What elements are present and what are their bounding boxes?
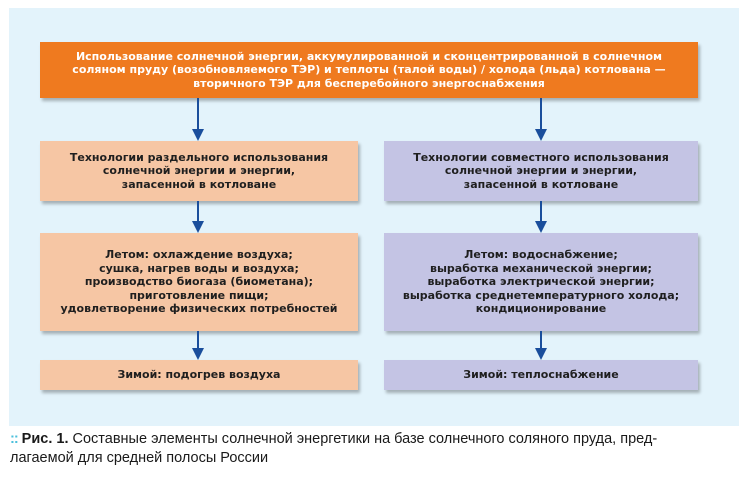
arrow-down-icon xyxy=(190,331,206,360)
figure-label: Рис. 1. xyxy=(21,431,69,447)
arrow-down-icon xyxy=(190,98,206,141)
right-summer-box: Летом: водоснабжение; выработка механической энергии; выработка электрической энергии; выработка среднетемпературного холода; кондиционирование xyxy=(384,233,698,331)
top-source-box: Использование солнечной энергии, аккумулированной и сконцентрированной в солнечном соляном пруду (возобновляемого ТЭР) и теплоты (талой воды) / холода (льда) котлована — вторичного ТЭР для бесперебойного энергоснабжения xyxy=(40,42,698,98)
right-technology-title-box: Технологии совместного использования солнечной энергии и энергии, запасенной в котловане xyxy=(384,141,698,201)
caption-text: Составные элементы солнечной энергетики на базе солнечного соляного пруда, пред- лагаемой для средней полосы России xyxy=(10,431,658,466)
arrow-down-icon xyxy=(190,201,206,233)
left-summer-box: Летом: охлаждение воздуха; сушка, нагрев воды и воздуха; производство биогаза (биометана); приготовление пищи; удовлетворение физических потребностей xyxy=(40,233,358,331)
right-winter-box: Зимой: теплоснабжение xyxy=(384,360,698,390)
arrow-down-icon xyxy=(533,98,549,141)
figure-caption xyxy=(10,430,738,468)
left-winter-box: Зимой: подогрев воздуха xyxy=(40,360,358,390)
arrow-down-icon xyxy=(533,201,549,233)
left-technology-title-box: Технологии раздельного использования солнечной энергии и энергии, запасенной в котловане xyxy=(40,141,358,201)
arrow-down-icon xyxy=(533,331,549,360)
caption-bullet-icon: :: xyxy=(10,431,18,447)
